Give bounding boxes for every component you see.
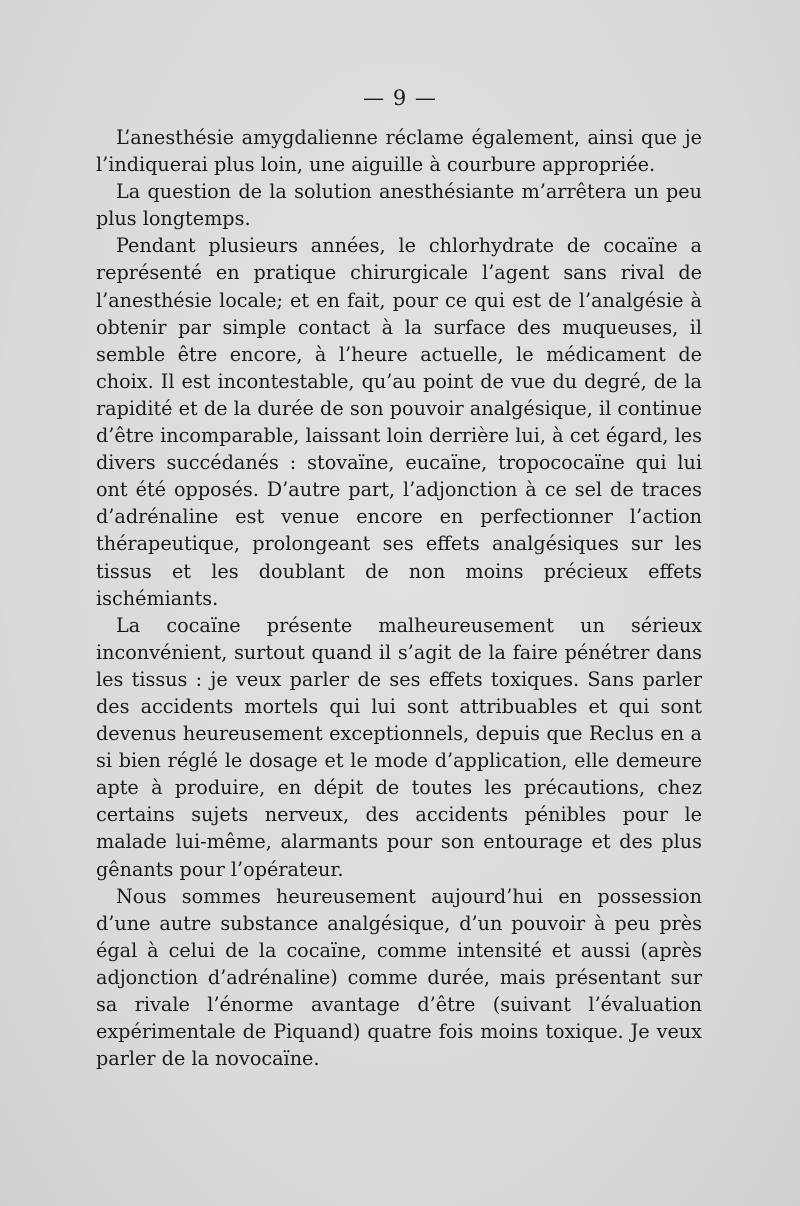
paragraph: Nous sommes heureusement aujourd’hui en possession d’une autre substance analgésique, d’un pouvoir à peu près égal à celui de la cocaïne, comme intensité et aussi (après adjonction d’adrénaline) comme durée, mais présentant sur sa rivale l’énorme avantage d’être (suivant l’évaluation expérimentale de Piquand) quatre fois moins toxique. Je veux parler de la novocaïne.	[96, 884, 702, 1071]
paragraph: La question de la solution anesthésiante m’arrêtera un peu plus longtemps.	[96, 180, 702, 231]
paragraph: Pendant plusieurs années, le chlorhydrate de cocaïne a représenté en pratique chirurgicale l’agent sans rival de l’anesthésie locale; et en fait, pour ce qui est de l’analgésie à obtenir par simple contact à la surface des muqueuses, il semble être encore, à l’heure actuelle, le médicament de choix. Il est incontestable, qu’au point de vue du degré, de la rapidité et de la durée de son pouvoir analgésique, il continue d’être incomparable, laissant loin derrière lui, à cet égard, les divers succédanés : stovaïne, eucaïne, tropococaïne qui lui ont été opposés. D’autre part, l’adjonction à ce sel de traces d’adrénaline est venue encore en perfectionner l’action thérapeutique, prolongeant ses effets analgésiques sur les tissus et les doublant de non moins précieux effets ischémiants.	[96, 234, 702, 610]
body-text	[96, 124, 702, 1072]
page-number: — 9 —	[363, 86, 437, 110]
paragraph: La cocaïne présente malheureusement un sérieux inconvénient, surtout quand il s’agit de la faire pénétrer dans les tissus : je veux parler de ses effets toxiques. Sans parler des accidents mortels qui lui sont attribuables et qui sont devenus heureusement exceptionnels, depuis que Reclus en a si bien réglé le dosage et le mode d’application, elle demeure apte à produire, en dépit de toutes les précautions, chez certains sujets nerveux, des accidents pénibles pour le malade lui-même, alarmants pour son entourage et des plus gênants pour l’opérateur.	[96, 613, 702, 881]
paragraph: L’anesthésie amygdalienne réclame également, ainsi que je l’indiquerai plus loin, une aiguille à courbure appropriée.	[96, 126, 702, 177]
